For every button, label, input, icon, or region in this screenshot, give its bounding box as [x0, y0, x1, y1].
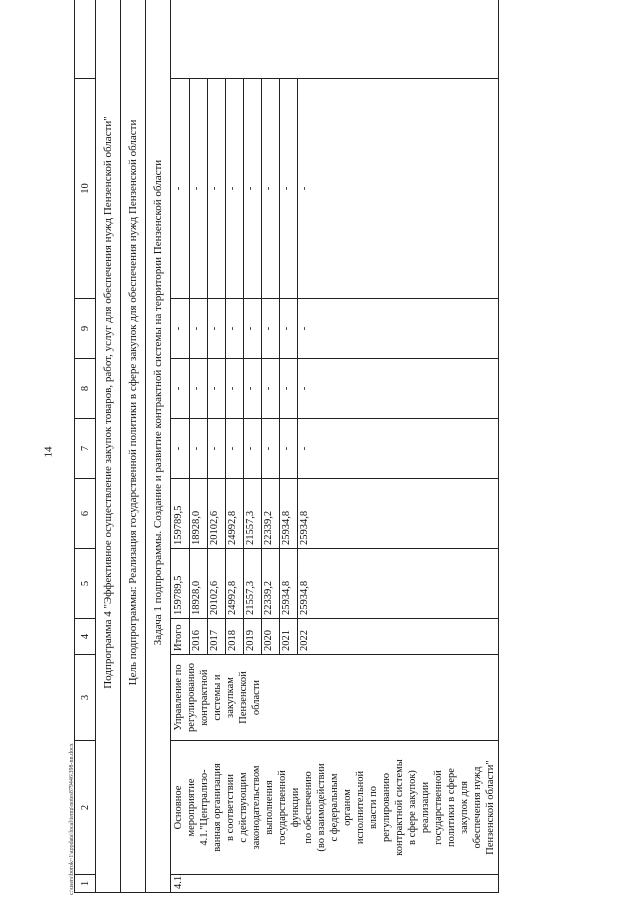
- dash-value: -: [244, 359, 262, 418]
- dash-value: -: [244, 299, 262, 358]
- year-value: 2022: [299, 630, 310, 651]
- activity-line: в сфере закупок): [407, 770, 418, 845]
- dash-value: -: [172, 359, 190, 418]
- activity-line: органом: [342, 789, 353, 826]
- col6-cell: [171, 479, 499, 549]
- subprogram-goal: Цель подпрограммы: Реализация государственной политики в сфере закупок для обеспечения нужд Пензенской области: [121, 0, 146, 893]
- dash-value: -: [208, 359, 226, 418]
- activity-line: в соответствии: [225, 774, 236, 841]
- header-cell: 6: [75, 479, 96, 549]
- table-row: [171, 0, 499, 893]
- col8-cell: [171, 359, 499, 419]
- col10-cell: [171, 79, 499, 299]
- subprogram-title: Подпрограмма 4 "Эффективное осуществление закупок товаров, работ, услуг для обеспечения нужд Пензенской области": [96, 0, 121, 893]
- activity-line: закупок для: [459, 780, 470, 835]
- header-cell: 1: [75, 875, 96, 893]
- indicator-code: [172, 0, 185, 75]
- dash-value: -: [190, 299, 208, 358]
- header-cell: 4: [75, 619, 96, 655]
- dash-value: -: [262, 359, 280, 418]
- dash-value: -: [226, 419, 244, 478]
- executor-line: регулированию: [186, 663, 197, 732]
- year-value: 2019: [244, 619, 262, 654]
- col5-cell: [171, 549, 499, 619]
- dash-value: -: [280, 419, 298, 478]
- header-cell: 7: [75, 419, 96, 479]
- dash-value: -: [226, 359, 244, 418]
- executor-line: контрактной: [199, 669, 210, 726]
- header-cell: 8: [75, 359, 96, 419]
- activity-line: 4.1."Централизо-: [199, 769, 210, 846]
- activity-line: обеспечения нужд: [472, 766, 483, 849]
- footer-file-path: c:\users\borok~1\appdata\local\temp\notes879446\398-nn.docx: [69, 743, 75, 895]
- year-value: 2021: [280, 619, 298, 654]
- dash-value: -: [280, 359, 298, 418]
- activity-line: функции: [290, 787, 301, 828]
- executor-line: закупкам: [225, 677, 236, 718]
- activity-line: исполнительной: [355, 770, 366, 845]
- amount-value: 21557,3: [244, 479, 262, 548]
- activity-line: с действующим: [238, 772, 249, 843]
- dash-value: -: [172, 79, 190, 298]
- page-number: 14: [42, 446, 55, 458]
- dash-value: -: [280, 79, 298, 298]
- dash-value: -: [190, 79, 208, 298]
- amount-value: 20102,6: [208, 479, 226, 548]
- dash-value: -: [226, 79, 244, 298]
- amount-value: 18928,0: [190, 479, 208, 548]
- year-value: 2016: [190, 619, 208, 654]
- row-number: 4.1.: [171, 875, 499, 893]
- executor-line: области: [251, 679, 262, 716]
- task-title: Задача 1 подпрограммы. Создание и развитие контрактной системы на территории Пензенской области: [146, 0, 171, 893]
- amount-value: 25934,8: [280, 549, 298, 618]
- dash-value: -: [262, 79, 280, 298]
- activity-line: Пензенской области": [485, 760, 496, 855]
- dash-value: -: [244, 419, 262, 478]
- activity-line: Основное: [173, 785, 184, 830]
- activity-line: (во взаимодействии: [316, 763, 327, 852]
- dash-value: -: [262, 419, 280, 478]
- activity-line: власти по: [368, 785, 379, 830]
- col9-cell: [171, 299, 499, 359]
- dash-value: -: [226, 299, 244, 358]
- year-value: 2017: [208, 619, 226, 654]
- dash-value: -: [262, 299, 280, 358]
- dash-value: -: [299, 186, 310, 191]
- dash-value: -: [208, 299, 226, 358]
- amount-value: 20102,6: [208, 549, 226, 618]
- header-cell: 3: [75, 655, 96, 741]
- dash-value: -: [172, 419, 190, 478]
- dash-value: -: [299, 386, 310, 391]
- executor-line: Пензенской: [238, 671, 249, 724]
- activity-line: с федеральным: [329, 773, 340, 842]
- header-cell: 9: [75, 299, 96, 359]
- year-value: Итого: [172, 619, 190, 654]
- activity-line: мероприятие: [186, 778, 197, 837]
- amount-value: 159789,5: [172, 479, 190, 548]
- amount-value: 22339,2: [262, 479, 280, 548]
- amount-value: 22339,2: [262, 549, 280, 618]
- header-cell: 5: [75, 549, 96, 619]
- header-cell: [75, 0, 96, 79]
- header-row: [75, 0, 96, 893]
- amount-value: 24992,8: [226, 549, 244, 618]
- year-value: 2018: [226, 619, 244, 654]
- dash-value: -: [208, 419, 226, 478]
- indicators-cell: [171, 0, 499, 79]
- header-cell: 2: [75, 741, 96, 875]
- activity-line: выполнения: [264, 780, 275, 835]
- year-value: 2020: [262, 619, 280, 654]
- amount-value: 18928,0: [190, 549, 208, 618]
- amount-value: 25934,8: [299, 510, 310, 545]
- rotated-table-page: [74, 13, 594, 893]
- dash-value: -: [299, 446, 310, 451]
- col7-cell: [171, 419, 499, 479]
- dash-value: -: [244, 79, 262, 298]
- indicator-code: [185, 0, 198, 75]
- executor-cell: [171, 655, 499, 741]
- amount-value: 159789,5: [172, 549, 190, 618]
- amount-value: 24992,8: [226, 479, 244, 548]
- dash-value: -: [208, 79, 226, 298]
- activity-line: законодательством: [251, 765, 262, 850]
- activity-line: государственной: [433, 770, 444, 845]
- program-table: [74, 0, 499, 893]
- dash-value: -: [190, 359, 208, 418]
- header-cell: 10: [75, 79, 96, 299]
- amount-value: 21557,3: [244, 549, 262, 618]
- amount-value: 25934,8: [280, 479, 298, 548]
- activity-line: регулированию: [381, 773, 392, 842]
- activity-cell: [171, 741, 499, 875]
- activity-line: государственной: [277, 770, 288, 845]
- executor-line: Управление по: [173, 664, 184, 731]
- executor-line: системы и: [212, 674, 223, 721]
- activity-line: реализации: [420, 781, 431, 834]
- dash-value: -: [172, 299, 190, 358]
- dash-value: -: [299, 326, 310, 331]
- years-cell: [171, 619, 499, 655]
- dash-value: -: [190, 419, 208, 478]
- activity-line: по обеспечению: [303, 771, 314, 844]
- activity-line: контрактной системы: [394, 759, 405, 856]
- activity-line: ванная организация: [212, 763, 223, 852]
- activity-line: политики в сфере: [446, 768, 457, 847]
- amount-value: 25934,8: [299, 580, 310, 615]
- dash-value: -: [280, 299, 298, 358]
